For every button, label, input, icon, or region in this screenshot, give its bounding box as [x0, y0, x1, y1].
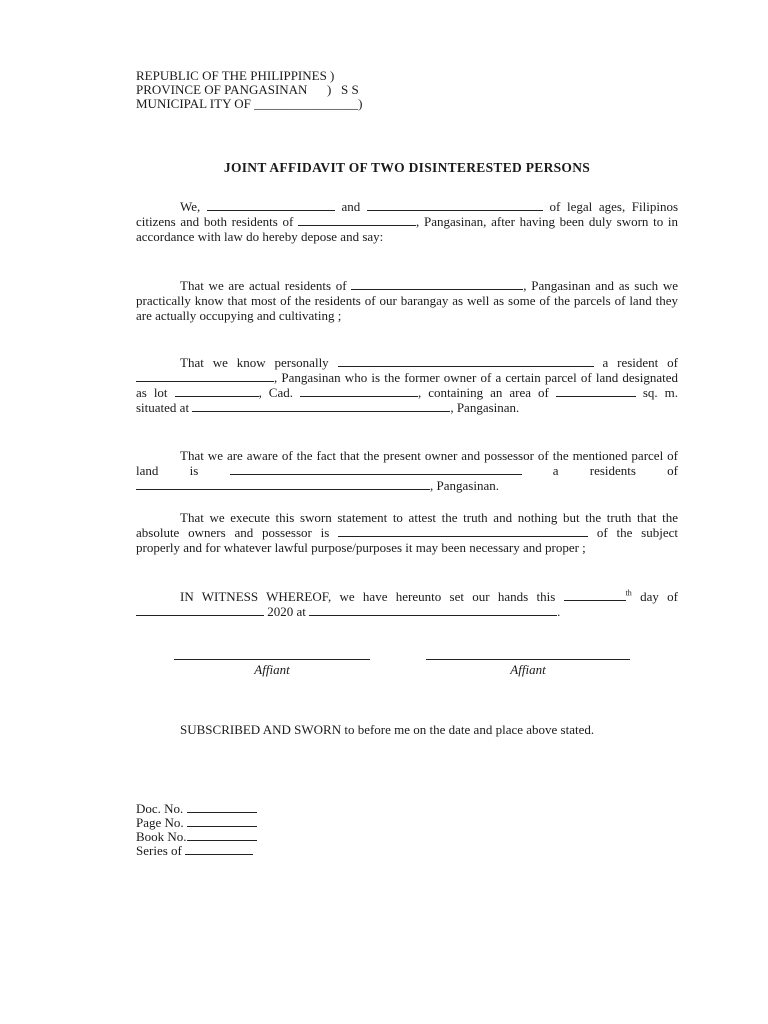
affiant2-name-blank[interactable]: [367, 199, 543, 211]
series-row: Series of: [136, 843, 678, 857]
affidavit-document: [136, 68, 678, 857]
location-blank[interactable]: [192, 400, 450, 412]
paragraph-former-owner: That we know personally a resident of , Pangasinan who is the former owner of a certain parcel of land designated as lot , Cad. , containing an area of sq. m. situated at , Pangasinan.: [136, 355, 679, 415]
barangay-blank[interactable]: [351, 278, 523, 290]
doc-no-row: Doc. No.: [136, 801, 678, 815]
signature-line: [426, 659, 630, 660]
month-blank[interactable]: [136, 604, 264, 616]
present-owner-blank[interactable]: [230, 463, 522, 475]
affiant-signature-right[interactable]: Affiant: [426, 659, 630, 677]
page-no-blank[interactable]: [187, 815, 257, 827]
book-no-blank[interactable]: [187, 829, 257, 841]
notarial-register: [136, 801, 678, 857]
former-owner-residence-blank[interactable]: [136, 370, 274, 382]
signature-line: [174, 659, 370, 660]
residence-blank[interactable]: [298, 214, 416, 226]
document-title: JOINT AFFIDAVIT OF TWO DISINTERESTED PERSONS: [223, 160, 591, 175]
lot-number-blank[interactable]: [175, 385, 259, 397]
venue-line-province: PROVINCE OF PANGASINAN ) S S: [136, 82, 359, 97]
paragraph-jurat: SUBSCRIBED AND SWORN to before me on the date and place above stated.: [180, 722, 595, 737]
venue-header: [136, 68, 678, 110]
doc-no-blank[interactable]: [187, 801, 257, 813]
area-blank[interactable]: [556, 385, 636, 397]
paragraph-present-owner: That we are aware of the fact that the present owner and possessor of the mentioned parcel of land is a residents of , Pangasinan.: [136, 448, 679, 493]
venue-line-municipality: MUNICIPAL ITY OF ________________): [136, 96, 363, 111]
venue-line-republic: REPUBLIC OF THE PHILIPPINES ): [136, 68, 335, 83]
former-owner-blank[interactable]: [338, 355, 594, 367]
signature-block: [136, 659, 678, 689]
paragraph-witness: IN WITNESS WHEREOF, we have hereunto set our hands this $^{th}$ day of 2020 at .: [136, 589, 678, 619]
place-blank[interactable]: [309, 604, 557, 616]
page-no-row: Page No.: [136, 815, 678, 829]
cad-number-blank[interactable]: [300, 385, 418, 397]
affiant-signature-left[interactable]: Affiant: [174, 659, 370, 677]
paragraph-affiants: We, and of legal ages, Filipinos citizens and both residents of , Pangasinan, after having been duly sworn to in accordance with law do hereby depose and say:: [136, 199, 679, 244]
paragraph-attestation: That we execute this sworn statement to attest the truth and nothing but the truth that the absolute owners and possessor is of the subject properly and for whatever lawful purpose/purposes it may been necessary and proper ;: [136, 510, 678, 555]
affiant1-name-blank[interactable]: [207, 199, 335, 211]
absolute-owner-blank[interactable]: [338, 525, 588, 537]
series-blank[interactable]: [185, 843, 253, 855]
book-no-row: Book No.: [136, 829, 678, 843]
present-owner-residence-blank[interactable]: [136, 478, 430, 490]
paragraph-residents: That we are actual residents of , Pangasinan and as such we practically know that most of the residents of our barangay as well as some of the parcels of land they are actually occupying and cultivating ;: [136, 278, 678, 323]
day-blank[interactable]: [564, 589, 626, 601]
